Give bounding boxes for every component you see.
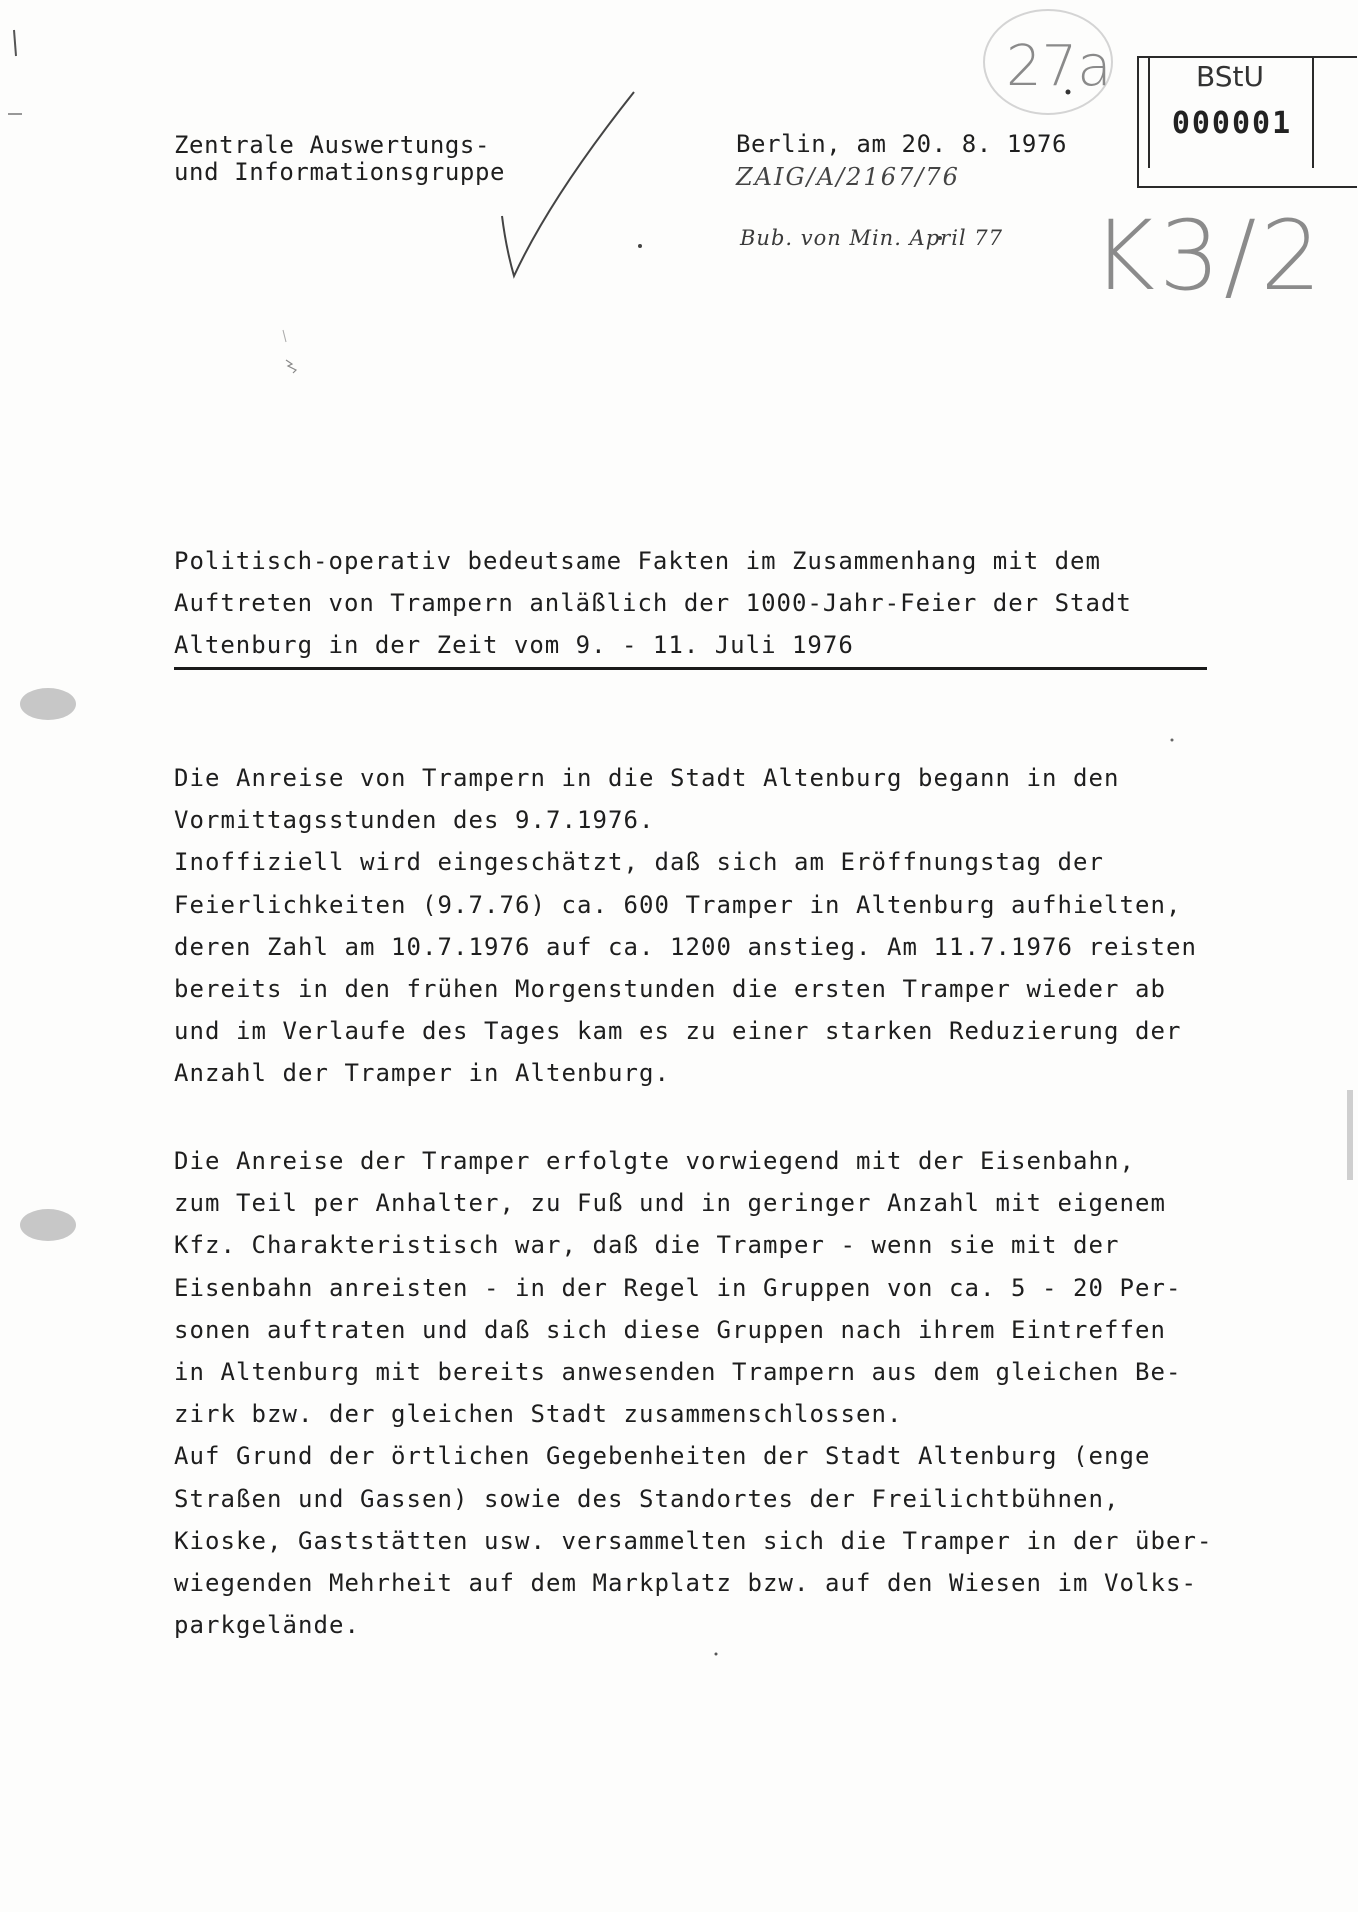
paragraph-line: sonen auftraten und daß sich diese Gruppen nach ihrem Eintreffen: [174, 1315, 1166, 1344]
date-line: Berlin, am 20. 8. 1976: [736, 130, 1068, 158]
punch-hole: [20, 1209, 76, 1241]
paragraph-line: wiegenden Mehrheit auf dem Markplatz bzw. auf den Wiesen im Volks-: [174, 1569, 1197, 1598]
scribble-mark: [286, 360, 296, 373]
ink-dot: [1171, 739, 1174, 742]
handwritten-note: Bub. von Min. April 77: [740, 226, 1004, 250]
handwritten-page-number: 27a: [1006, 34, 1112, 99]
reference-code: ZAIG/A/2167/76: [736, 163, 960, 191]
paragraph-line: zum Teil per Anhalter, zu Fuß und in geringer Anzahl mit eigenem: [174, 1189, 1166, 1218]
body-paragraph-2: [174, 1140, 1274, 1646]
title-line: Altenburg in der Zeit vom 9. - 11. Juli 1976: [174, 631, 854, 659]
paragraph-line: Die Anreise von Trampern in die Stadt Altenburg begann in den: [174, 764, 1120, 792]
archive-stamp-label: BStU: [1196, 60, 1264, 93]
paragraph-line: zirk bzw. der gleichen Stadt zusammenschlossen.: [174, 1400, 903, 1429]
sender-line: und Informationsgruppe: [174, 158, 506, 186]
body-paragraph-1: [174, 757, 1274, 1095]
paragraph-line: bereits in den frühen Morgenstunden die ersten Tramper wieder ab: [174, 975, 1166, 1004]
archive-stamp-number: 000001: [1171, 106, 1293, 141]
sender-line: Zentrale Auswertungs-: [174, 131, 491, 159]
edge-mark: [14, 30, 16, 56]
paragraph-line: Auf Grund der örtlichen Gegebenheiten der Stadt Altenburg (enge: [174, 1442, 1151, 1471]
paragraph-line: in Altenburg mit bereits anwesenden Trampern aus dem gleichen Be-: [174, 1358, 1182, 1387]
paragraph-line: parkgelände.: [174, 1611, 360, 1640]
ink-dot: [638, 244, 642, 248]
paragraph-line: Kfz. Charakteristisch war, daß die Tramper - wenn sie mit der: [174, 1231, 1120, 1260]
title-line: Auftreten von Trampern anläßlich der 1000-Jahr-Feier der Stadt: [174, 589, 1132, 617]
paragraph-line: Kioske, Gaststätten usw. versammelten sich die Tramper in der über-: [174, 1526, 1213, 1555]
paragraph-line: Vormittagsstunden des 9.7.1976.: [174, 806, 655, 835]
paragraph-line: Anzahl der Tramper in Altenburg.: [174, 1059, 670, 1088]
title-underline: [174, 667, 1207, 670]
punch-hole: [20, 688, 76, 720]
ink-dot: [715, 1653, 718, 1656]
paragraph-line: Feierlichkeiten (9.7.76) ca. 600 Tramper in Altenburg aufhielten,: [174, 890, 1182, 919]
paragraph-line: deren Zahl am 10.7.1976 auf ca. 1200 anstieg. Am 11.7.1976 reisten: [174, 932, 1197, 961]
check-mark-stroke: [502, 92, 634, 276]
document-title: [174, 540, 1214, 666]
paragraph-line: Die Anreise der Tramper erfolgte vorwiegend mit der Eisenbahn,: [174, 1147, 1135, 1175]
paragraph-line: Inoffiziell wird eingeschätzt, daß sich am Eröffnungstag der: [174, 848, 1104, 877]
paragraph-line: und im Verlaufe des Tages kam es zu einer starken Reduzierung der: [174, 1017, 1182, 1046]
title-line: Politisch-operativ bedeutsame Fakten im Zusammenhang mit dem: [174, 547, 1101, 575]
scribble-mark: [283, 330, 286, 342]
sender-block: [174, 132, 505, 186]
handwritten-file-mark: K3/2: [1092, 200, 1326, 312]
paragraph-line: Straßen und Gassen) sowie des Standortes der Freilichtbühnen,: [174, 1484, 1120, 1513]
paragraph-line: Eisenbahn anreisten - in der Regel in Gruppen von ca. 5 - 20 Per-: [174, 1273, 1182, 1302]
